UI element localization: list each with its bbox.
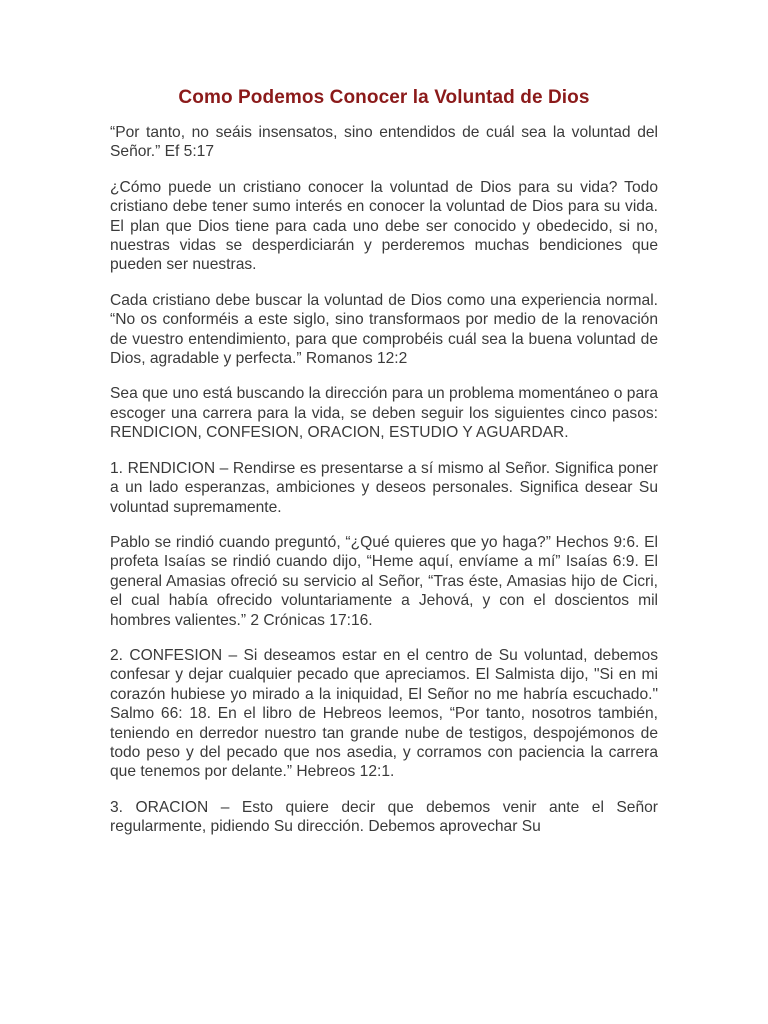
- paragraph-rendicion-examples: Pablo se rindió cuando preguntó, “¿Qué quieres que yo haga?” Hechos 9:6. El profeta Isaías se rindió cuando dijo, “Heme aquí, envíame a mí” Isaías 6:9. El general Amasias ofreció su servicio al Señor, “Tras éste, Amasias hijo de Cicri, el cual había ofrecido voluntariamente a Jehová, y con el doscientos mil hombres valientes.” 2 Crónicas 17:16.: [110, 533, 658, 629]
- document-title: Como Podemos Conocer la Voluntad de Dios: [178, 87, 590, 108]
- document-page: [110, 86, 658, 837]
- paragraph-normal-experience: Cada cristiano debe buscar la voluntad de Dios como una experiencia normal. “No os conforméis a este siglo, sino transformaos por medio de la renovación de vuestro entendimiento, para que comprobéis cuál sea la buena voluntad de Dios, agradable y perfecta.” Romanos 12:2: [110, 291, 658, 368]
- paragraph-step-oracion: 3. ORACION – Esto quiere decir que debemos venir ante el Señor regularmente, pidiendo Su dirección. Debemos aprovechar Su: [110, 798, 658, 836]
- paragraph-step-rendicion: 1. RENDICION – Rendirse es presentarse a sí mismo al Señor. Significa poner a un lado esperanzas, ambiciones y deseos personales. Significa desear Su voluntad supremamente.: [110, 459, 658, 516]
- paragraph-epigraph: “Por tanto, no seáis insensatos, sino entendidos de cuál sea la voluntad del Señor.” Ef 5:17: [110, 124, 658, 161]
- paragraph-five-steps: Sea que uno está buscando la dirección para un problema momentáneo o para escoger una carrera para la vida, se deben seguir los siguientes cinco pasos: RENDICION, CONFESION, ORACION, ESTUDIO Y AGUARDAR.: [110, 385, 658, 442]
- paragraph-intro: ¿Cómo puede un cristiano conocer la voluntad de Dios para su vida? Todo cristiano debe tener sumo interés en conocer la voluntad de Dios para su vida. El plan que Dios tiene para cada uno debe ser conocido y obedecido, si no, nuestras vidas se desperdiciarán y perderemos muchas bendiciones que pueden ser nuestras.: [110, 178, 658, 274]
- paragraph-step-confesion: 2. CONFESION – Si deseamos estar en el centro de Su voluntad, debemos confesar y dejar cualquier pecado que apreciamos. El Salmista dijo, "Si en mi corazón hubiese yo mirado a la iniquidad, El Señor no me habría escuchado." Salmo 66: 18. En el libro de Hebreos leemos, “Por tanto, nosotros también, teniendo en derredor nuestro tan grande nube de testigos, despojémonos de todo peso y del pecado que nos asedia, y corramos con paciencia la carrera que tenemos por delante.” Hebreos 12:1.: [110, 646, 658, 781]
